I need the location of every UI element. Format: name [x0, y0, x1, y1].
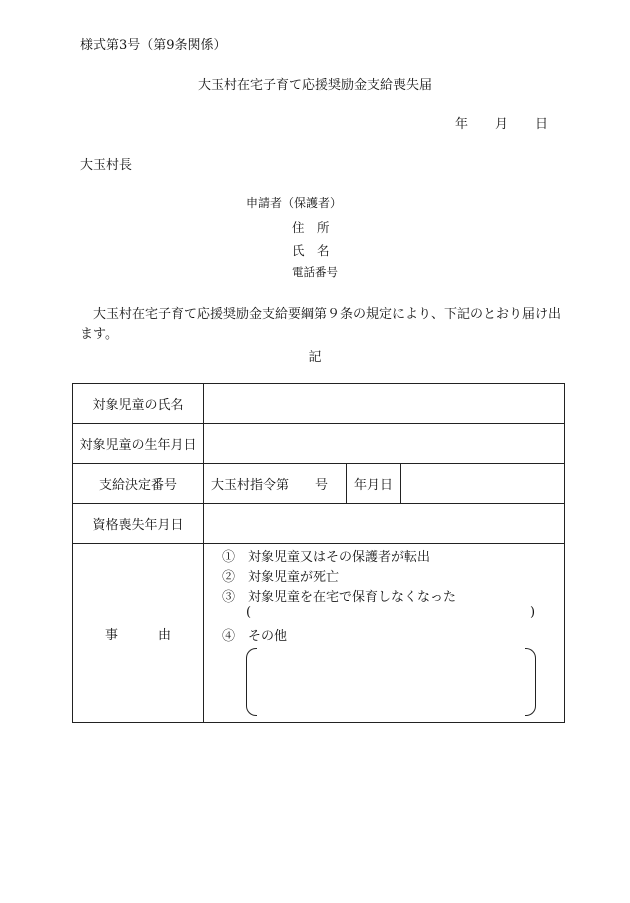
reason-option-4[interactable]: ④ その他 — [222, 629, 288, 644]
document-title: 大玉村在宅子育て応援奨励金支給喪失届 — [197, 78, 432, 93]
loss-date-label: 資格喪失年月日 — [73, 504, 204, 544]
table-row — [73, 504, 565, 544]
date-month-label: 月 — [495, 117, 509, 132]
table-row — [73, 464, 565, 504]
reason-option-2[interactable]: ② 対象児童が死亡 — [222, 570, 340, 585]
table-row — [73, 424, 565, 464]
bracket-right — [525, 648, 536, 716]
applicant-name-label: 氏 名 — [292, 243, 330, 258]
paren-close: ) — [530, 605, 536, 620]
reason-label-char-1: 事 — [104, 627, 118, 643]
child-birth-field[interactable] — [204, 424, 565, 464]
table-row — [73, 384, 565, 424]
table-row — [73, 544, 565, 723]
body-text: 大玉村在宅子育て応援奨励金支給要綱第９条の規定により、下記のとおり届け出ます。 — [80, 307, 562, 342]
child-birth-label: 対象児童の生年月日 — [73, 424, 204, 464]
reason-field[interactable] — [204, 544, 565, 723]
child-name-label: 対象児童の氏名 — [73, 384, 204, 424]
decision-date-field[interactable] — [401, 464, 565, 504]
date-day-label: 日 — [535, 117, 549, 132]
paren-open: ( — [246, 605, 252, 620]
decision-no-label: 支給決定番号 — [73, 464, 204, 504]
reason-label-char-2: 由 — [158, 627, 172, 643]
notification-table — [72, 383, 565, 723]
applicant-address-label: 住 所 — [292, 220, 330, 235]
decision-date-label: 年月日 — [347, 464, 401, 504]
applicant-label: 申請者（保護者） — [246, 196, 343, 210]
reason-option-1[interactable]: ① 対象児童又はその保護者が転出 — [222, 550, 431, 565]
other-reason-bracket[interactable] — [246, 648, 536, 714]
bracket-left — [246, 648, 257, 716]
reason-label — [73, 544, 204, 723]
decision-no-field[interactable]: 大玉村指令第 号 — [204, 464, 347, 504]
reason-option-3[interactable]: ③ 対象児童を在宅で保育しなくなった — [222, 590, 457, 605]
ki-heading: 記 — [308, 350, 322, 365]
loss-date-field[interactable] — [204, 504, 565, 544]
date-year-label: 年 — [455, 117, 469, 132]
child-name-field[interactable] — [204, 384, 565, 424]
addressee: 大玉村長 — [80, 158, 133, 173]
applicant-phone-label: 電話番号 — [292, 265, 338, 279]
form-number: 様式第3号（第9条関係） — [80, 38, 227, 53]
